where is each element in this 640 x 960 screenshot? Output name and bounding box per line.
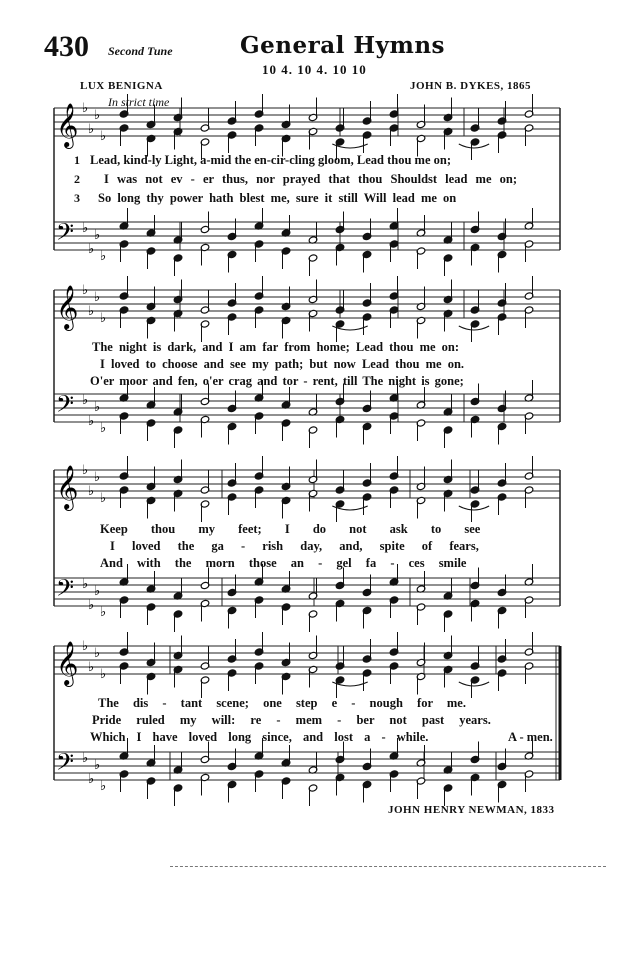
lyric-line: I was not ev - er thus, nor prayed that thou Shouldst lead me on; <box>104 172 517 186</box>
flat-sign: ♭ <box>94 228 101 243</box>
lyric-line: Lead, kind-ly Light, a-mid the en-cir-cling gloom, Lead thou me on; <box>90 153 452 167</box>
flat-sign: ♭ <box>88 122 95 137</box>
flat-sign: ♭ <box>100 311 107 326</box>
flat-sign: ♭ <box>82 463 89 478</box>
lyric-line: I loved the ga - rish day, and, spite of fears, <box>110 539 479 553</box>
bass-clef-icon: 𝄢 <box>56 218 75 251</box>
flat-sign: ♭ <box>94 646 101 661</box>
lyric-line: Which I have loved long since, and lost a - while. <box>90 730 429 744</box>
flat-sign: ♭ <box>94 470 101 485</box>
footer-rule <box>170 866 606 867</box>
lyric-line: The night is dark, and I am far from home; Lead thou me on: <box>92 340 460 354</box>
flat-sign: ♭ <box>100 667 107 682</box>
bass-clef-icon: 𝄢 <box>56 390 75 423</box>
flat-sign: ♭ <box>88 772 95 787</box>
flat-sign: ♭ <box>94 400 101 415</box>
tempo-marking: In strict time <box>108 95 170 109</box>
lyric-line: I loved to choose and see my path; but now Lead thou me on. <box>100 357 465 371</box>
bass-clef-icon: 𝄢 <box>56 748 75 781</box>
hymn-number: 430 <box>44 30 89 63</box>
lyric-line: Keep thou my feet; I do not ask to see <box>100 522 481 536</box>
flat-sign: ♭ <box>94 584 101 599</box>
author: JOHN HENRY NEWMAN, 1833 <box>388 804 555 816</box>
composer: JOHN B. DYKES, 1865 <box>410 80 532 92</box>
verse-number: 3 <box>74 191 80 205</box>
flat-sign: ♭ <box>100 491 107 506</box>
lyric-line: The dis - tant scene; one step e - nough for me. <box>98 696 466 710</box>
treble-clef-icon: 𝄞 <box>56 641 79 685</box>
bass-clef-icon: 𝄢 <box>56 574 75 607</box>
flat-sign: ♭ <box>82 751 89 766</box>
flat-sign: ♭ <box>82 393 89 408</box>
flat-sign: ♭ <box>88 242 95 257</box>
treble-clef-icon: 𝄞 <box>56 465 79 509</box>
flat-sign: ♭ <box>82 577 89 592</box>
lyric-line: Pride ruled my will: re - mem - ber not past years. <box>92 713 491 727</box>
flat-sign: ♭ <box>88 598 95 613</box>
treble-clef-icon: 𝄞 <box>56 103 79 147</box>
flat-sign: ♭ <box>88 484 95 499</box>
verse-number: 1 <box>74 153 80 167</box>
tune-note: Second Tune <box>108 44 173 58</box>
flat-sign: ♭ <box>88 414 95 429</box>
flat-sign: ♭ <box>82 101 89 116</box>
amen: A - men. <box>508 730 553 744</box>
flat-sign: ♭ <box>100 421 107 436</box>
section-title: General Hymns <box>240 32 445 59</box>
verse-number: 2 <box>74 172 80 186</box>
flat-sign: ♭ <box>94 758 101 773</box>
flat-sign: ♭ <box>88 660 95 675</box>
tune-name: LUX BENIGNA <box>80 80 163 92</box>
lyric-line: So long thy power hath blest me, sure it still Will lead me on <box>98 191 457 205</box>
flat-sign: ♭ <box>100 605 107 620</box>
flat-sign: ♭ <box>82 639 89 654</box>
flat-sign: ♭ <box>82 283 89 298</box>
flat-sign: ♭ <box>100 249 107 264</box>
flat-sign: ♭ <box>100 779 107 794</box>
treble-clef-icon: 𝄞 <box>56 285 79 329</box>
meter: 10 4. 10 4. 10 10 <box>262 62 367 77</box>
lyric-line: And with the morn those an - gel fa - ces smile <box>100 556 467 570</box>
flat-sign: ♭ <box>94 290 101 305</box>
flat-sign: ♭ <box>94 108 101 123</box>
flat-sign: ♭ <box>100 129 107 144</box>
lyric-line: O'er moor and fen, o'er crag and tor - rent, till The night is gone; <box>90 374 464 388</box>
flat-sign: ♭ <box>88 304 95 319</box>
flat-sign: ♭ <box>82 221 89 236</box>
